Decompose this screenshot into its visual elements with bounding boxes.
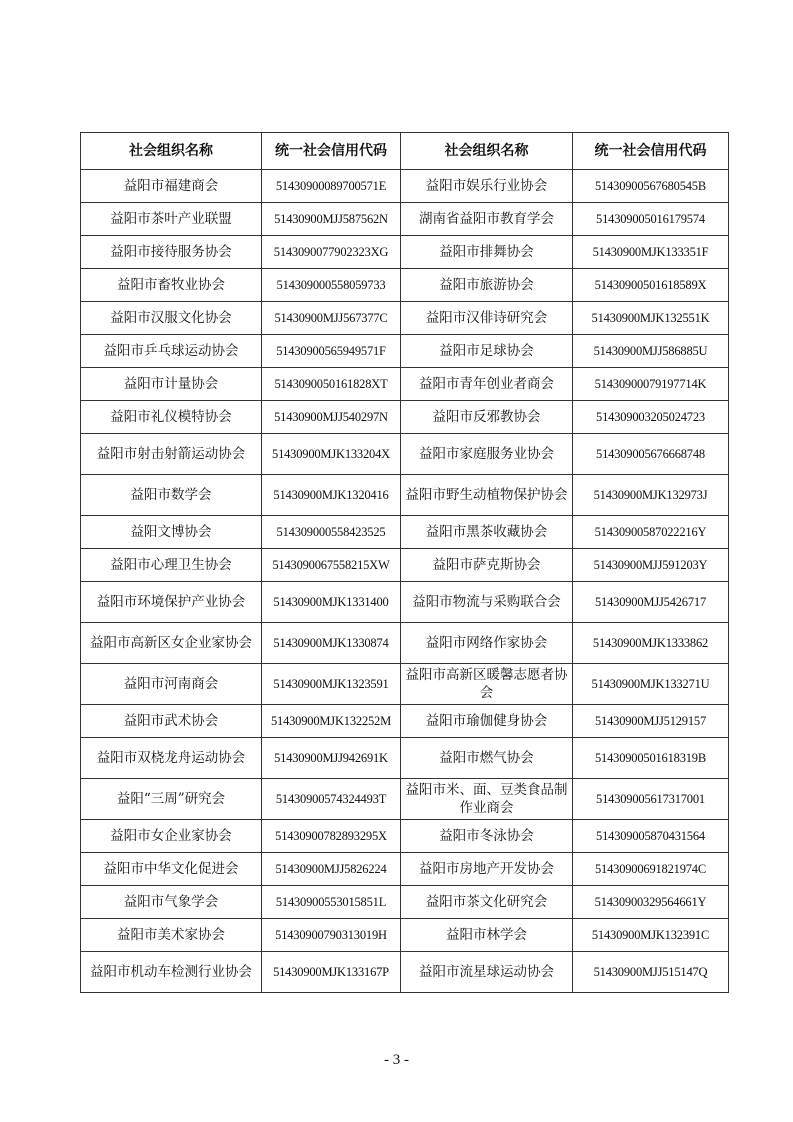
table-body <box>81 170 729 993</box>
credit-code-cell: 51430900790313019H <box>262 919 401 952</box>
org-name-cell: 益阳市计量协会 <box>81 368 262 401</box>
credit-code-cell: 51430900567680545B <box>573 170 729 203</box>
table-row <box>81 738 729 779</box>
credit-code-cell: 51430900MJK132973J <box>573 475 729 516</box>
credit-code-cell: 51430900587022216Y <box>573 516 729 549</box>
org-name-cell: 益阳市数学会 <box>81 475 262 516</box>
credit-code-cell: 51430900MJK1333862 <box>573 623 729 664</box>
table-row <box>81 203 729 236</box>
org-name-cell: 益阳市畜牧业协会 <box>81 269 262 302</box>
table-row <box>81 368 729 401</box>
org-name-cell: 湖南省益阳市教育学会 <box>401 203 573 236</box>
org-name-cell: 益阳市米、面、豆类食品制作业商会 <box>401 779 573 820</box>
org-name-cell: 益阳市双桡龙舟运动协会 <box>81 738 262 779</box>
credit-code-cell: 51430900MJK133167P <box>262 952 401 993</box>
org-name-cell: 益阳市茶文化研究会 <box>401 886 573 919</box>
table-row <box>81 549 729 582</box>
credit-code-cell: 51430900MJJ591203Y <box>573 549 729 582</box>
org-name-cell: 益阳市燃气协会 <box>401 738 573 779</box>
table-row <box>81 779 729 820</box>
credit-code-cell: 514309005617317001 <box>573 779 729 820</box>
org-name-cell: 益阳市排舞协会 <box>401 236 573 269</box>
credit-code-cell: 51430900565949571F <box>262 335 401 368</box>
org-name-cell: 益阳市射击射箭运动协会 <box>81 434 262 475</box>
table-header-row <box>81 133 729 170</box>
org-name-cell: 益阳市旅游协会 <box>401 269 573 302</box>
credit-code-cell: 51430900691821974C <box>573 853 729 886</box>
header-credit-code-1: 统一社会信用代码 <box>262 133 401 170</box>
credit-code-cell: 5143090067558215XW <box>262 549 401 582</box>
org-name-cell: 益阳市女企业家协会 <box>81 820 262 853</box>
org-name-cell: 益阳市气象学会 <box>81 886 262 919</box>
org-name-cell: 益阳市黑茶收藏协会 <box>401 516 573 549</box>
table-row <box>81 582 729 623</box>
credit-code-cell: 51430900MJK132391C <box>573 919 729 952</box>
credit-code-cell: 51430900MJJ5129157 <box>573 705 729 738</box>
org-name-cell: 益阳市流星球运动协会 <box>401 952 573 993</box>
table-row <box>81 236 729 269</box>
org-name-cell: 益阳市乒乓球运动协会 <box>81 335 262 368</box>
credit-code-cell: 514309005016179574 <box>573 203 729 236</box>
credit-code-cell: 51430900329564661Y <box>573 886 729 919</box>
header-org-name-1: 社会组织名称 <box>81 133 262 170</box>
org-name-cell: 益阳市武术协会 <box>81 705 262 738</box>
credit-code-cell: 51430900501618319B <box>573 738 729 779</box>
credit-code-cell: 51430900MJJ587562N <box>262 203 401 236</box>
org-name-cell: 益阳市瑜伽健身协会 <box>401 705 573 738</box>
credit-code-cell: 514309005870431564 <box>573 820 729 853</box>
table-row <box>81 434 729 475</box>
credit-code-cell: 514309005676668748 <box>573 434 729 475</box>
credit-code-cell: 51430900MJJ515147Q <box>573 952 729 993</box>
credit-code-cell: 51430900MJK132252M <box>262 705 401 738</box>
table-row <box>81 335 729 368</box>
org-name-cell: 益阳市萨克斯协会 <box>401 549 573 582</box>
credit-code-cell: 51430900574324493T <box>262 779 401 820</box>
table-row <box>81 269 729 302</box>
org-name-cell: 益阳市家庭服务业协会 <box>401 434 573 475</box>
table-row <box>81 401 729 434</box>
org-name-cell: 益阳市高新区女企业家协会 <box>81 623 262 664</box>
org-name-cell: 益阳市高新区暖馨志愿者协会 <box>401 664 573 705</box>
table-row <box>81 952 729 993</box>
credit-code-cell: 51430900MJJ942691K <box>262 738 401 779</box>
credit-code-cell: 51430900501618589X <box>573 269 729 302</box>
credit-code-cell: 51430900MJK1331400 <box>262 582 401 623</box>
credit-code-cell: 51430900MJK132551K <box>573 302 729 335</box>
credit-code-cell: 51430900MJK133271U <box>573 664 729 705</box>
org-name-cell: 益阳市娱乐行业协会 <box>401 170 573 203</box>
table-row <box>81 853 729 886</box>
credit-code-cell: 51430900553015851L <box>262 886 401 919</box>
credit-code-cell: 51430900MJJ540297N <box>262 401 401 434</box>
table-row <box>81 705 729 738</box>
org-name-cell: 益阳市机动车检测行业协会 <box>81 952 262 993</box>
org-name-cell: 益阳“三周”研究会 <box>81 779 262 820</box>
page-number: - 3 - <box>384 1052 409 1068</box>
org-name-cell: 益阳市足球协会 <box>401 335 573 368</box>
header-credit-code-2: 统一社会信用代码 <box>573 133 729 170</box>
org-name-cell: 益阳市礼仪模特协会 <box>81 401 262 434</box>
credit-code-cell: 51430900MJK1323591 <box>262 664 401 705</box>
org-name-cell: 益阳市冬泳协会 <box>401 820 573 853</box>
org-name-cell: 益阳市物流与采购联合会 <box>401 582 573 623</box>
org-name-cell: 益阳市汉服文化协会 <box>81 302 262 335</box>
credit-code-cell: 51430900MJJ567377C <box>262 302 401 335</box>
credit-code-cell: 51430900079197714K <box>573 368 729 401</box>
table-row <box>81 664 729 705</box>
org-name-cell: 益阳市心理卫生协会 <box>81 549 262 582</box>
org-name-cell: 益阳市反邪教协会 <box>401 401 573 434</box>
org-name-cell: 益阳市河南商会 <box>81 664 262 705</box>
org-name-cell: 益阳市茶叶产业联盟 <box>81 203 262 236</box>
org-name-cell: 益阳市中华文化促进会 <box>81 853 262 886</box>
org-name-cell: 益阳市福建商会 <box>81 170 262 203</box>
org-name-cell: 益阳市接待服务协会 <box>81 236 262 269</box>
org-name-cell: 益阳市野生动植物保护协会 <box>401 475 573 516</box>
org-name-cell: 益阳市网络作家协会 <box>401 623 573 664</box>
table-row <box>81 623 729 664</box>
credit-code-cell: 514309000558059733 <box>262 269 401 302</box>
credit-code-cell: 5143090050161828XT <box>262 368 401 401</box>
table-row <box>81 302 729 335</box>
credit-code-cell: 5143090077902323XG <box>262 236 401 269</box>
table-row <box>81 919 729 952</box>
header-org-name-2: 社会组织名称 <box>401 133 573 170</box>
credit-code-cell: 51430900MJJ5826224 <box>262 853 401 886</box>
org-name-cell: 益阳市林学会 <box>401 919 573 952</box>
credit-code-cell: 51430900MJJ586885U <box>573 335 729 368</box>
credit-code-cell: 51430900MJK133351F <box>573 236 729 269</box>
credit-code-cell: 51430900MJK1320416 <box>262 475 401 516</box>
credit-code-cell: 514309003205024723 <box>573 401 729 434</box>
credit-code-cell: 51430900782893295X <box>262 820 401 853</box>
credit-code-cell: 51430900MJJ5426717 <box>573 582 729 623</box>
org-name-cell: 益阳市汉俳诗研究会 <box>401 302 573 335</box>
table-row <box>81 475 729 516</box>
table-row <box>81 886 729 919</box>
org-name-cell: 益阳市房地产开发协会 <box>401 853 573 886</box>
org-name-cell: 益阳市美术家协会 <box>81 919 262 952</box>
table-row <box>81 170 729 203</box>
credit-code-cell: 51430900089700571E <box>262 170 401 203</box>
credit-code-cell: 514309000558423525 <box>262 516 401 549</box>
table-row <box>81 516 729 549</box>
org-name-cell: 益阳市环境保护产业协会 <box>81 582 262 623</box>
credit-code-cell: 51430900MJK1330874 <box>262 623 401 664</box>
organization-table <box>80 132 729 993</box>
org-name-cell: 益阳市青年创业者商会 <box>401 368 573 401</box>
credit-code-cell: 51430900MJK133204X <box>262 434 401 475</box>
table-row <box>81 820 729 853</box>
org-name-cell: 益阳文博协会 <box>81 516 262 549</box>
